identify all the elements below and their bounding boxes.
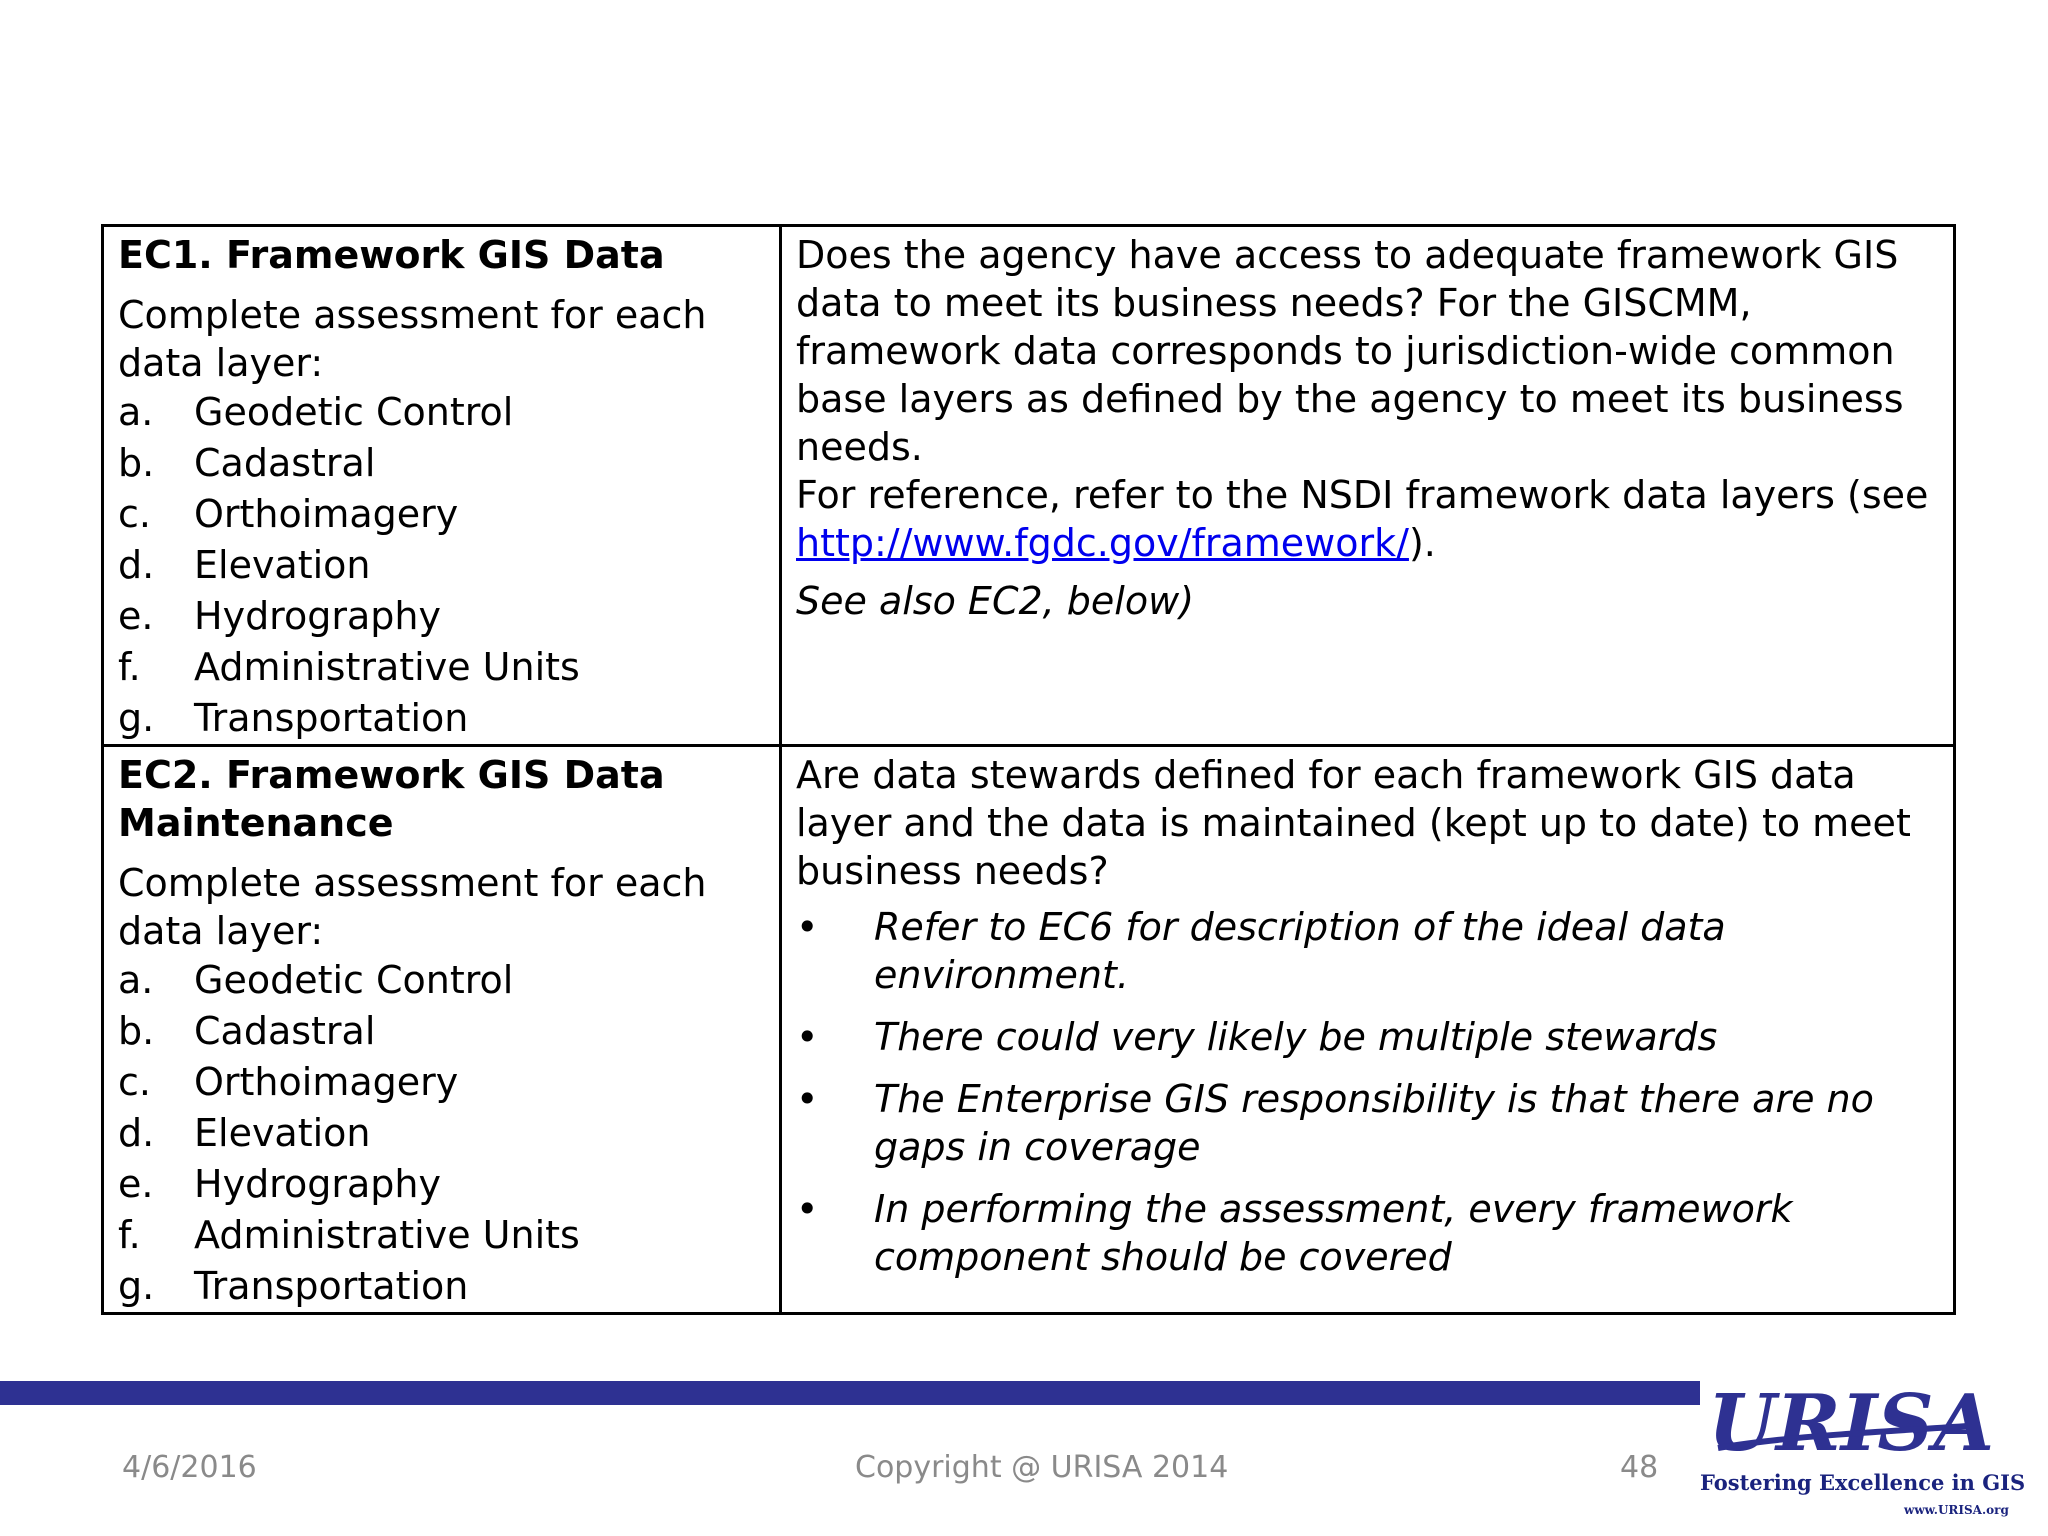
list-marker: a. xyxy=(118,958,154,1002)
list-item xyxy=(118,1261,767,1312)
list-item xyxy=(118,591,767,642)
layer-label: Transportation xyxy=(194,1264,469,1308)
list-item xyxy=(118,642,767,693)
description-cell xyxy=(781,226,1955,746)
list-marker: e. xyxy=(118,1162,154,1206)
layer-list xyxy=(118,955,767,1312)
layer-list xyxy=(118,387,767,744)
criterion-title: EC2. Framework GIS Data Maintenance xyxy=(118,753,665,845)
layer-label: Hydrography xyxy=(194,594,441,638)
list-marker: f. xyxy=(118,1213,141,1257)
list-marker: b. xyxy=(118,1009,155,1053)
guidance-text: Refer to EC6 for description of the ideal data environment. xyxy=(874,905,1726,997)
list-item xyxy=(118,955,767,1006)
list-item xyxy=(118,1108,767,1159)
guidance-text: There could very likely be multiple stewards xyxy=(874,1015,1718,1059)
layer-label: Elevation xyxy=(194,1111,371,1155)
guidance-text: The Enterprise GIS responsibility is that there are no gaps in coverage xyxy=(874,1077,1874,1169)
table-row xyxy=(103,746,1955,1314)
criterion-intro: Complete assessment for each data layer: xyxy=(118,293,707,385)
see-also-note: See also EC2, below) xyxy=(796,579,1195,623)
guidance-text: In performing the assessment, every framework component should be covered xyxy=(874,1187,1793,1279)
footer-date: 4/6/2016 xyxy=(122,1450,257,1485)
list-item xyxy=(796,1013,1941,1061)
layer-label: Orthoimagery xyxy=(194,1060,459,1104)
layer-label: Elevation xyxy=(194,543,371,587)
criterion-title: EC1. Framework GIS Data xyxy=(118,233,665,277)
bullet-marker: • xyxy=(796,1015,819,1059)
bullet-marker: • xyxy=(796,1077,819,1121)
reference-line xyxy=(796,471,1941,567)
list-item xyxy=(118,1210,767,1261)
criterion-question: Does the agency have access to adequate framework GIS data to meet its business needs? For the GISCMM, framework data corresponds to jurisdiction-wide common base layers as defined by the agency to meet its business needs. xyxy=(796,233,1904,469)
list-marker: b. xyxy=(118,441,155,485)
urisa-logo xyxy=(1698,1372,2026,1524)
layer-label: Cadastral xyxy=(194,441,376,485)
list-item xyxy=(796,1185,1941,1281)
list-marker: a. xyxy=(118,390,154,434)
layer-label: Geodetic Control xyxy=(194,958,514,1002)
list-item xyxy=(796,903,1941,999)
list-marker: g. xyxy=(118,696,155,740)
criterion-question: Are data stewards defined for each framework GIS data layer and the data is maintained (kept up to date) to meet business needs? xyxy=(796,753,1911,893)
criterion-intro: Complete assessment for each data layer: xyxy=(118,861,707,953)
criteria-table xyxy=(101,224,1956,1315)
layer-label: Hydrography xyxy=(194,1162,441,1206)
layer-label: Cadastral xyxy=(194,1009,376,1053)
layer-label: Orthoimagery xyxy=(194,492,459,536)
description-cell xyxy=(781,746,1955,1314)
logo-wordmark: URISA xyxy=(1708,1378,1995,1469)
list-marker: c. xyxy=(118,492,151,536)
list-marker: f. xyxy=(118,645,141,689)
list-item xyxy=(118,693,767,744)
list-marker: d. xyxy=(118,1111,155,1155)
criterion-cell xyxy=(103,226,781,746)
framework-link[interactable]: http://www.fgdc.gov/framework/ xyxy=(796,521,1409,565)
reference-tail: ). xyxy=(1408,521,1436,565)
bullet-marker: • xyxy=(796,1187,819,1231)
layer-label: Administrative Units xyxy=(194,1213,580,1257)
list-item xyxy=(118,438,767,489)
reference-text: For reference, refer to the NSDI framework data layers (see xyxy=(796,473,1929,517)
list-marker: c. xyxy=(118,1060,151,1104)
logo-url: www.URISA.org xyxy=(1904,1503,2009,1517)
list-item xyxy=(118,540,767,591)
list-marker: e. xyxy=(118,594,154,638)
table-row xyxy=(103,226,1955,746)
list-item xyxy=(796,1075,1941,1171)
footer-copyright: Copyright @ URISA 2014 xyxy=(855,1450,1229,1485)
list-marker: g. xyxy=(118,1264,155,1308)
guidance-list xyxy=(796,903,1941,1281)
layer-label: Administrative Units xyxy=(194,645,580,689)
page-number: 48 xyxy=(1620,1450,1659,1485)
criterion-cell xyxy=(103,746,781,1314)
footer-accent-bar xyxy=(0,1381,1700,1405)
list-item xyxy=(118,1006,767,1057)
layer-label: Geodetic Control xyxy=(194,390,514,434)
layer-label: Transportation xyxy=(194,696,469,740)
logo-tagline: Fostering Excellence in GIS xyxy=(1700,1470,2026,1495)
list-marker: d. xyxy=(118,543,155,587)
list-item xyxy=(118,387,767,438)
bullet-marker: • xyxy=(796,905,819,949)
list-item xyxy=(118,1159,767,1210)
list-item xyxy=(118,1057,767,1108)
list-item xyxy=(118,489,767,540)
